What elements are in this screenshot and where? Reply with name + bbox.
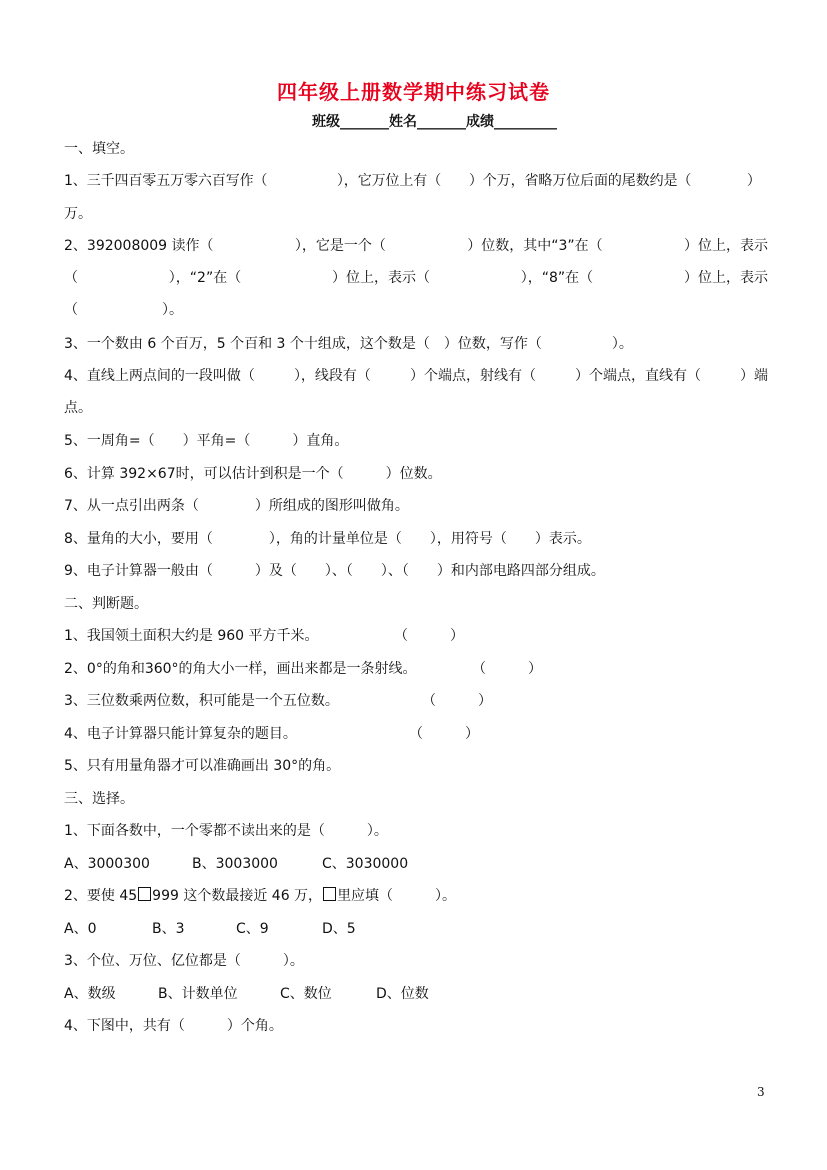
q2-part: ），它是一个（ (294, 238, 386, 254)
question-1-4-cont: 点。 (64, 400, 92, 416)
choice-question-1: 1、下面各数中，一个零都不读出来的是（ ）。 (64, 823, 388, 839)
blank-square-icon (138, 887, 151, 901)
question-1-2 (64, 236, 768, 256)
q2-text-mid: 999 这个数最接近 46 万， (152, 888, 323, 904)
choice-question-3: 3、个位、万位、亿位都是（ ）。 (64, 953, 304, 969)
option-a: A、0 (64, 921, 97, 937)
q2-part: （ (64, 270, 78, 286)
option-a: A、3000300 (64, 856, 150, 872)
question-1-4 (64, 366, 768, 386)
judge-item-1 (64, 626, 768, 646)
option-b: B、3 (152, 921, 185, 937)
q4-part: 4、直线上两点间的一段叫做（ (64, 368, 255, 384)
option-c: C、数位 (280, 986, 332, 1002)
q2-part: ），“8”在（ (520, 270, 594, 286)
judge-item-5 (64, 756, 768, 776)
option-b: B、3003000 (192, 856, 278, 872)
q4-part: ）端 (739, 368, 768, 384)
option-d: D、位数 (376, 986, 429, 1002)
section-heading-judge: 二、判断题。 (64, 596, 148, 612)
judge-mark: （ ） (394, 628, 464, 644)
section-heading-fill: 一、填空。 (64, 141, 134, 157)
judge-text: 2、0°的角和360°的角大小一样，画出来都是一条射线。 (64, 661, 417, 677)
option-c: C、9 (236, 921, 269, 937)
q2-part: ）位上，表示 (683, 270, 768, 286)
question-1-1: 1、三千四百零五万零六百写作（ ），它万位上有（ ）个万，省略万位后面的尾数约是（ ） (64, 173, 761, 189)
choice-question-2 (64, 886, 768, 906)
q4-part: ）个端点，直线有（ (574, 368, 701, 384)
judge-item-3 (64, 691, 768, 711)
student-info-line: 班级_______姓名_______成绩_________ (312, 114, 557, 130)
q4-part: ），线段有（ (293, 368, 371, 384)
question-1-1-cont: 万。 (64, 206, 92, 222)
question-1-7: 7、从一点引出两条（ ）所组成的图形叫做角。 (64, 498, 409, 514)
q2-part: ），“2”在（ (168, 270, 242, 286)
q4-part: ）个端点，射线有（ (409, 368, 536, 384)
q2-part: ）位上，表示 (683, 238, 768, 254)
option-c: C、3030000 (322, 856, 409, 872)
question-1-8: 8、量角的大小，要用（ ），角的计量单位是（ ），用符号（ ）表示。 (64, 531, 591, 547)
question-1-2-line3: （ ）。 (64, 302, 183, 318)
option-b: B、计数单位 (158, 986, 238, 1002)
judge-mark: （ ） (472, 661, 542, 677)
judge-text: 5、只有用量角器才可以准确画出 30°的角。 (64, 758, 341, 774)
option-a: A、数级 (64, 986, 116, 1002)
judge-item-4 (64, 724, 768, 744)
q2-part: 2、392008009 读作（ (64, 238, 214, 254)
question-1-9: 9、电子计算器一般由（ ）及（ ）、（ ）、（ ）和内部电路四部分组成。 (64, 563, 605, 579)
judge-mark: （ ） (422, 693, 492, 709)
question-1-3: 3、一个数由 6 个百万，5 个百和 3 个十组成，这个数是（ ）位数，写作（ ）。 (64, 336, 633, 352)
section-heading-choice: 三、选择。 (64, 791, 134, 807)
question-1-2-line2 (64, 268, 768, 288)
judge-text: 4、电子计算器只能计算复杂的题目。 (64, 726, 297, 742)
q2-part: ）位上，表示（ (331, 270, 430, 286)
judge-item-2 (64, 659, 768, 679)
option-d: D、5 (322, 921, 356, 937)
page-title: 四年级上册数学期中练习试卷 (277, 80, 550, 104)
judge-mark: （ ） (409, 726, 479, 742)
blank-square-icon (323, 887, 336, 901)
question-1-6: 6、计算 392×67时，可以估计到积是一个（ ）位数。 (64, 466, 442, 482)
q2-text-pre: 2、要使 45 (64, 888, 138, 904)
judge-text: 1、我国领土面积大约是 960 平方千米。 (64, 628, 319, 644)
judge-text: 3、三位数乘两位数，积可能是一个五位数。 (64, 693, 339, 709)
choice-question-4: 4、下图中，共有（ ）个角。 (64, 1018, 283, 1034)
q2-text-post: 里应填（ ）。 (337, 888, 457, 904)
question-1-5: 5、一周角=（ ）平角=（ ）直角。 (64, 433, 349, 449)
q2-part: ）位数，其中“3”在（ (467, 238, 603, 254)
page-number: 3 (757, 1085, 765, 1099)
